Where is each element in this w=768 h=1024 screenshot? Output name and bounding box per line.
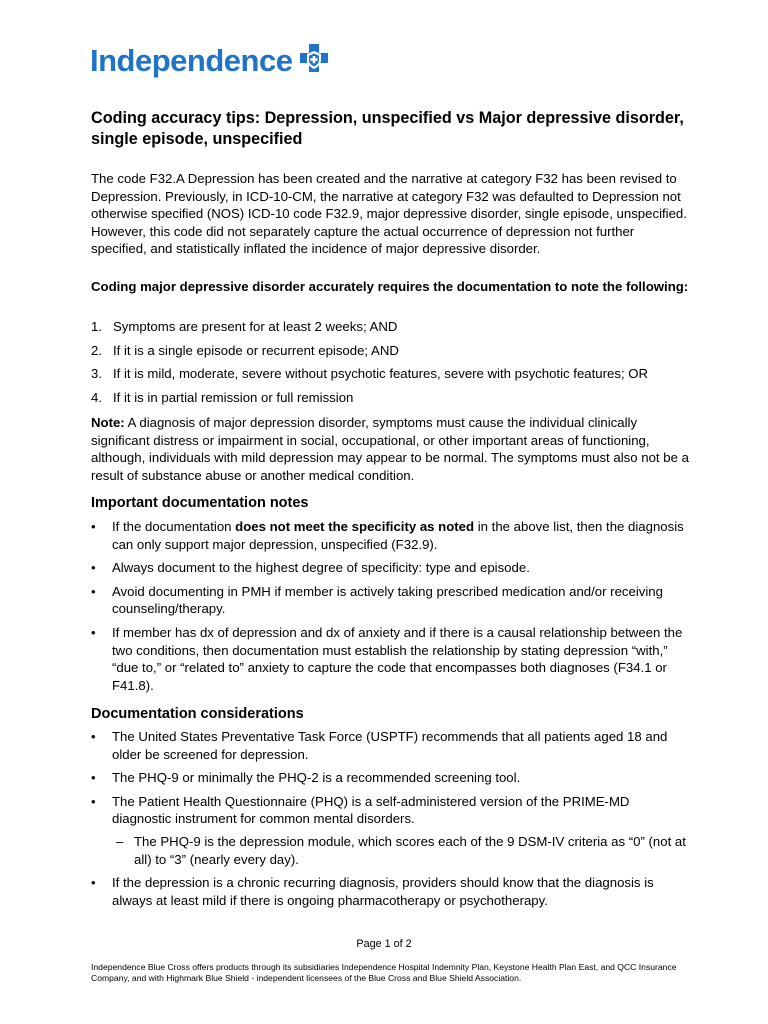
list-item: [91, 624, 691, 694]
sub-list: [112, 833, 691, 868]
item-text: Symptoms are present for at least 2 weeks; AND: [113, 319, 398, 334]
list-item: [91, 769, 691, 787]
item-text: Avoid documenting in PMH if member is actively taking prescribed medication and/or receiving counseling/therapy.: [112, 583, 663, 617]
list-item: [91, 518, 691, 553]
brand-name: Independence: [90, 43, 293, 78]
item-text: The United States Preventative Task Force (USPTF) recommends that all patients aged 18 and older be screened for depression.: [112, 729, 668, 762]
requirements-list: [91, 318, 691, 412]
bullet: •: [91, 729, 96, 744]
considerations-list: [91, 728, 691, 915]
note-label: Note:: [91, 415, 125, 430]
item-text: If the depression is a chronic recurring diagnosis, providers should know that the diagnosis is always at least mild if there is ongoing pharmacotherapy or psychotherapy.: [112, 875, 654, 908]
bullet: •: [91, 583, 96, 599]
item-text: If it is a single episode or recurrent episode; AND: [113, 342, 399, 358]
item-number: 3.: [91, 366, 102, 382]
considerations-heading: Documentation considerations: [91, 706, 304, 722]
item-number: 4.: [91, 389, 102, 405]
dash-marker: –: [116, 833, 124, 849]
list-item: [91, 583, 691, 618]
list-item: [91, 559, 691, 577]
bullet: •: [91, 875, 96, 891]
brand-logo: [90, 41, 329, 80]
coding-requirements-heading: Coding major depressive disorder accurately requires the documentation to note the following:: [91, 279, 689, 294]
bullet: •: [91, 519, 96, 534]
list-item: [91, 389, 691, 407]
note-text: A diagnosis of major depression disorder, symptoms must cause the individual clinically significant distress or impairment in social, occupational, or other important areas of functioning, although, individuals with mild depression may appear to be normal. The symptoms must also not be a result of substance abuse or another medical condition.: [91, 415, 689, 483]
item-text: The PHQ-9 or minimally the PHQ-2 is a recommended screening tool.: [112, 770, 521, 786]
item-text-pre: If the documentation: [112, 519, 236, 534]
item-text-post: in the above list, then the diagnosis can only support major depression, unspecified (F32.9).: [112, 519, 684, 552]
important-notes-list: [91, 518, 691, 700]
item-number: 1.: [91, 319, 102, 334]
list-item: [91, 318, 691, 336]
item-text: The PHQ-9 is the depression module, which scores each of the 9 DSM-IV criteria as “0” (not at all) to “3” (nearly every day).: [134, 833, 686, 867]
page-title: Coding accuracy tips: Depression, unspecified vs Major depressive disorder, single episode, unspecified: [91, 109, 684, 148]
bullet: •: [91, 560, 96, 576]
list-item: [91, 728, 691, 763]
bullet: •: [91, 770, 96, 786]
item-text: If it is mild, moderate, severe without psychotic features, severe with psychotic features; OR: [113, 366, 649, 382]
cross-shield-icon: [299, 43, 329, 80]
list-item: [91, 874, 691, 909]
list-item: [91, 793, 691, 868]
page-number: Page 1 of 2: [356, 938, 412, 950]
item-text: The Patient Health Questionnaire (PHQ) is a self-administered version of the PRIME-MD diagnostic instrument for common mental disorders.: [112, 793, 630, 827]
bullet: •: [91, 793, 96, 809]
list-item: [91, 365, 691, 383]
important-notes-heading: Important documentation notes: [91, 495, 309, 511]
note-paragraph: [91, 414, 691, 484]
item-text: If member has dx of depression and dx of anxiety and if there is a causal relationship between the two conditions, then documentation must establish the relationship by stating depression “with,” “due to,” or “related to” anxiety to capture the code that encompasses both diagnoses (F34.1 or F41.8).: [112, 624, 683, 693]
item-text: If it is in partial remission or full remission: [113, 389, 354, 405]
intro-paragraph: The code F32.A Depression has been created and the narrative at category F32 has been revised to Depression. Previously, in ICD-10-CM, the narrative at category F32 was defaulted to Depression not otherwise specified (NOS) ICD-10 code F32.9, major depressive disorder, single episode, unspecified. However, this code did not separately capture the actual occurrence of depression not further specified, and statistically inflated the incidence of major depressive disorder.: [91, 171, 687, 257]
list-item: [91, 342, 691, 360]
sub-list-item: [112, 833, 691, 868]
bullet: •: [91, 624, 96, 640]
item-number: 2.: [91, 342, 102, 358]
footer-disclaimer: Independence Blue Cross offers products through its subsidiaries Independence Hospital Indemnity Plan, Keystone Health Plan East, and QCC Insurance Company, and with Highmark Blue Shield - independent licensees of the Blue Cross and Blue Shield Association.: [91, 962, 677, 983]
item-text-bold: does not meet the specificity as noted: [235, 519, 475, 534]
item-text: Always document to the highest degree of specificity: type and episode.: [112, 560, 530, 576]
